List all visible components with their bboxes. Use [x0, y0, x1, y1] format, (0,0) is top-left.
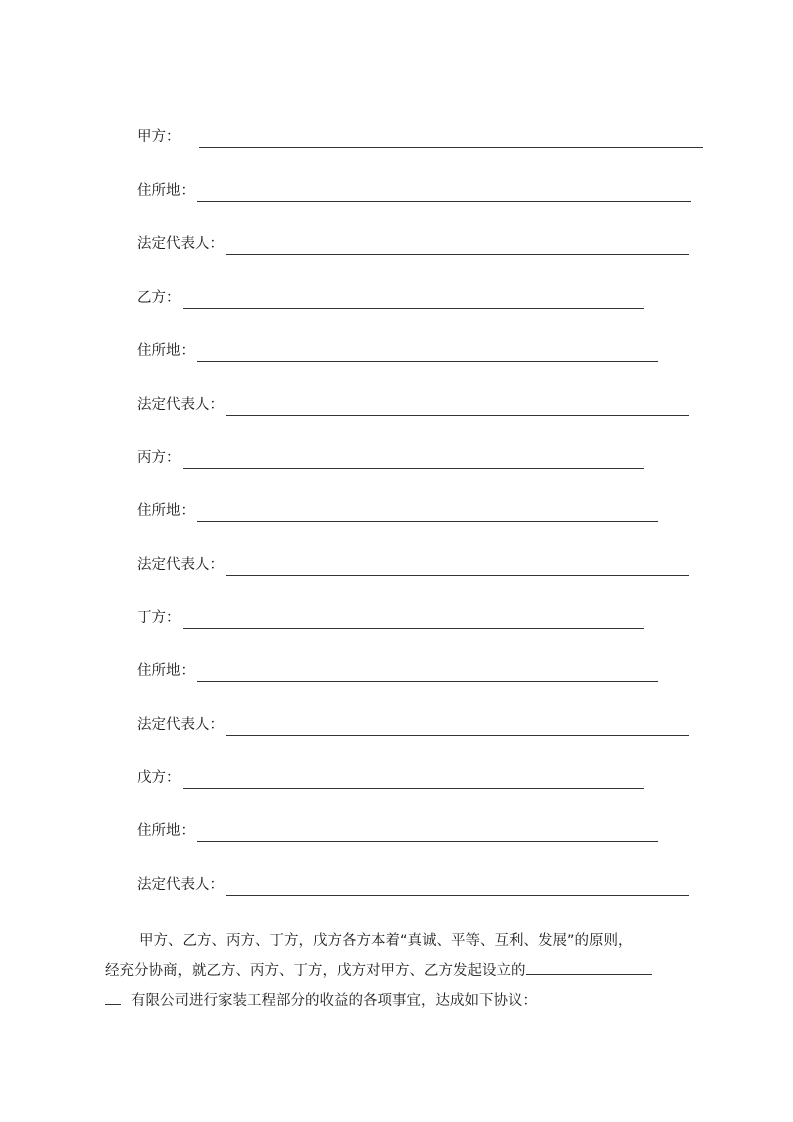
party-a-rep-field [137, 231, 689, 255]
party-d-address-blank[interactable] [197, 661, 658, 682]
party-a-rep-blank[interactable] [226, 234, 689, 255]
party-a-rep-label: 法定代表人： [137, 236, 224, 252]
paragraph-line-3-text: 有限公司进行家装工程部分的收益的各项事宜，达成如下协议： [131, 993, 537, 1009]
party-b-blank[interactable] [183, 288, 644, 309]
party-e-blank[interactable] [183, 768, 644, 789]
party-e-rep-field [137, 872, 689, 896]
party-d-rep-blank[interactable] [226, 715, 689, 736]
party-a-address-field [137, 178, 691, 202]
party-e-address-field [137, 818, 658, 842]
company-name-blank-continued[interactable] [105, 987, 121, 1005]
party-e-address-blank[interactable] [197, 821, 658, 842]
party-c-rep-label: 法定代表人： [137, 557, 224, 573]
party-a-address-label: 住所地： [137, 183, 195, 199]
party-a-blank[interactable] [199, 127, 703, 148]
party-d-rep-label: 法定代表人： [137, 717, 224, 733]
party-e-address-label: 住所地： [137, 823, 195, 839]
paragraph-line-2 [105, 956, 703, 986]
party-b-address-label: 住所地： [137, 343, 195, 359]
agreement-paragraph [105, 926, 703, 1016]
paragraph-line-3 [105, 986, 703, 1016]
company-name-blank[interactable] [526, 957, 652, 975]
party-b-address-field [137, 338, 658, 362]
party-b-rep-label: 法定代表人： [137, 397, 224, 413]
paragraph-line-1-text: 甲方、乙方、丙方、丁方，戊方各方本着“真诚、平等、互利、发展”的原则， [139, 933, 633, 949]
party-b-field [137, 285, 644, 309]
party-a-label: 甲方： [137, 129, 181, 145]
party-d-label: 丁方： [137, 610, 181, 626]
party-e-rep-blank[interactable] [226, 875, 689, 896]
party-e-rep-label: 法定代表人： [137, 877, 224, 893]
party-b-address-blank[interactable] [197, 341, 658, 362]
party-c-field [137, 445, 644, 469]
party-c-address-label: 住所地： [137, 503, 195, 519]
paragraph-line-2-text: 经充分协商，就乙方、丙方、丁方，戊方对甲方、乙方发起设立的 [105, 963, 526, 979]
party-e-field [137, 765, 644, 789]
party-c-address-blank[interactable] [197, 501, 658, 522]
party-e-label: 戊方： [137, 770, 181, 786]
party-c-label: 丙方： [137, 450, 181, 466]
party-d-blank[interactable] [183, 608, 644, 629]
party-b-rep-blank[interactable] [226, 395, 689, 416]
paragraph-line-1 [105, 926, 703, 956]
party-c-blank[interactable] [183, 448, 644, 469]
party-c-address-field [137, 498, 658, 522]
party-d-address-field [137, 658, 658, 682]
party-b-rep-field [137, 392, 689, 416]
party-d-field [137, 605, 644, 629]
party-d-address-label: 住所地： [137, 663, 195, 679]
party-c-rep-field [137, 552, 689, 576]
party-d-rep-field [137, 712, 689, 736]
party-a-address-blank[interactable] [197, 181, 691, 202]
party-a-field [137, 124, 703, 148]
party-c-rep-blank[interactable] [226, 555, 689, 576]
party-b-label: 乙方： [137, 290, 181, 306]
